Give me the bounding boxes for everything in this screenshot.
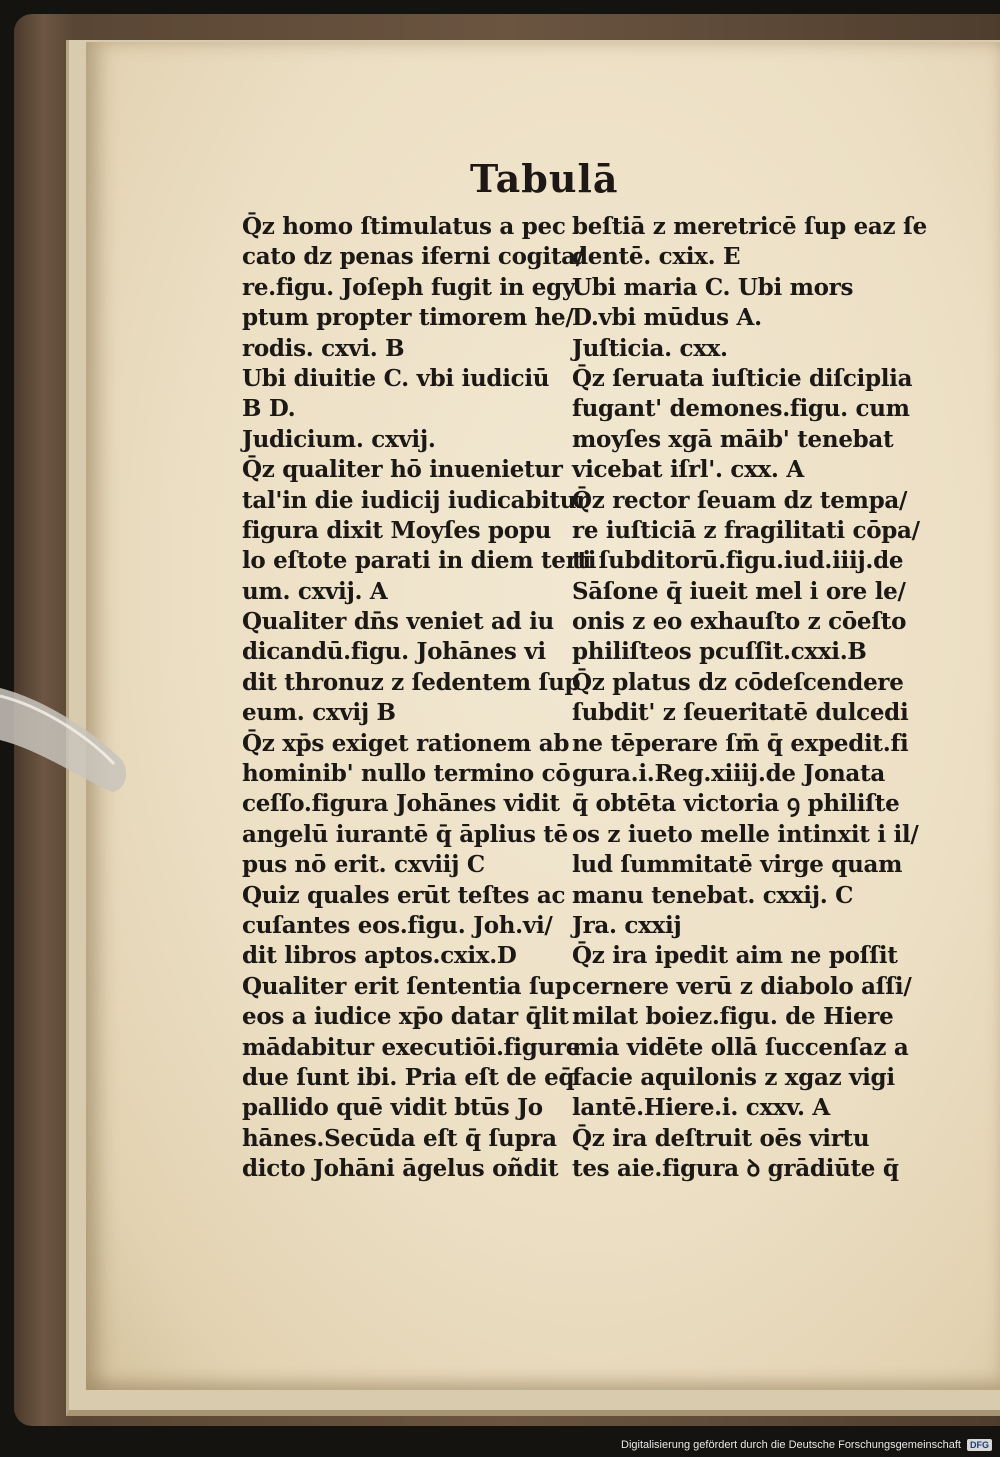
- text-line: tal'in die iudicij iudicabitur: [242, 486, 589, 514]
- text-line: beſtiā z meretricē ſup eaz ſe: [572, 213, 927, 240]
- text-line: ſubdit' z ſeueritatē dulcedi: [572, 699, 909, 727]
- text-line: Q̄z rector ſeuam dz tempa/: [572, 486, 908, 514]
- text-line: pallido quē vidit btūs Jo: [242, 1094, 543, 1122]
- text-line: dit thronuz z ſedentem ſup: [242, 668, 581, 696]
- text-line: due ſunt ibi. Pria eſt de eq̄: [242, 1063, 575, 1091]
- clip-strap: [0, 688, 132, 798]
- text-line: q̄ obtēta victoria ꝯ philiſte: [572, 790, 900, 818]
- text-line: ceſſo.figura Johānes vidit: [242, 790, 560, 818]
- text-line: cato dz penas iferni cogita/: [242, 243, 584, 271]
- text-line: um. cxvij. A: [242, 577, 388, 605]
- text-line: ne tēperare ſm̄ q̄ expedit.fi: [572, 729, 909, 757]
- text-line: Q̄z qualiter hō inuenietur: [242, 456, 563, 484]
- text-line: dicto Johāni āgelus oñdit: [242, 1155, 559, 1183]
- text-line: tes aie.figura ꝺ grādiūte q̄: [572, 1155, 899, 1183]
- text-line: mia vidēte ollā ſuccenſaz a: [572, 1033, 909, 1061]
- text-line: facie aquilonis z xgaz vigi: [572, 1063, 895, 1091]
- text-line: fugant' demones.figu. cum: [572, 395, 910, 423]
- text-line: onis z eo exhauſto z cōeſto: [572, 608, 907, 636]
- text-line: B D.: [242, 395, 296, 423]
- text-line: D.vbi mūdus A.: [572, 304, 762, 332]
- text-line: hominib' nullo termino cō: [242, 760, 571, 788]
- text-line: Qualiter erit ſententia ſup: [242, 972, 571, 1000]
- text-line: eum. cxvij B: [242, 699, 396, 727]
- page-header: Tabulā: [470, 156, 619, 201]
- text-line: vicebat iſrl'. cxx. A: [572, 456, 804, 484]
- footer-credit: [621, 1439, 992, 1451]
- text-line: Quiz quales erūt teſtes ac: [242, 881, 566, 909]
- footer-text: Digitalisierung gefördert durch die Deutsche Forschungsgemeinschaft: [621, 1439, 961, 1451]
- text-line: Q̄z ira deſtruit oēs virtu: [572, 1124, 870, 1152]
- text-line: Q̄z ira ipedit aim ne poſſit: [572, 942, 898, 970]
- text-line: philiſteos pcuſſit.cxxi.B: [572, 638, 867, 666]
- text-line: Qualiter dn̄s veniet ad iu: [242, 608, 554, 636]
- text-line: manu tenebat. cxxij. C: [572, 881, 854, 909]
- text-line: dit libros aptos.cxix.D: [242, 942, 517, 970]
- text-line: lo eſtote parati in diem terti: [242, 547, 597, 575]
- text-line: Ubi diuitie C. vbi iudiciū: [242, 364, 550, 392]
- text-line: Q̄z platus dz cōdeſcendere: [572, 668, 904, 696]
- text-line: cernere verū z diabolo aſſi/: [572, 972, 912, 1000]
- right-text-column: [572, 212, 927, 1185]
- text-line: re iuſticiā z fragilitati cōpa/: [572, 516, 920, 544]
- text-line: ti ſubditorū.figu.iud.iiij.de: [572, 547, 904, 575]
- text-line: figura dixit Moyſes popu: [242, 516, 552, 544]
- text-line: Q̄z ſeruata iuſticie diſciplia: [572, 364, 913, 392]
- text-line: lantē.Hiere.i. cxxv. A: [572, 1094, 830, 1122]
- text-line: moyſes xgā māib' tenebat: [572, 425, 894, 453]
- text-line: os z iueto melle intinxit i il/: [572, 820, 919, 848]
- text-line: rodis. cxvi. B: [242, 334, 405, 362]
- left-text-column: [242, 212, 597, 1185]
- text-line: ptum propter timorem he/: [242, 304, 574, 332]
- text-line: Jra. cxxij: [572, 911, 682, 939]
- text-line: Ubi maria C. Ubi mors: [572, 273, 854, 301]
- text-line: Q̄z xp̄s exiget rationem ab: [242, 729, 570, 757]
- text-line: mādabitur executiōi.figure: [242, 1033, 581, 1061]
- text-line: Sāſone q̄ iueit mel i ore le/: [572, 577, 906, 605]
- text-line: Judicium. cxvij.: [242, 425, 436, 453]
- text-line: cuſantes eos.figu. Joh.vi/: [242, 911, 553, 939]
- dfg-logo: DFG: [967, 1439, 992, 1451]
- text-line: eos a iudice xp̄o datar q̄lit: [242, 1003, 569, 1031]
- text-line: Q̄z homo ſtimulatus a pec: [242, 213, 566, 240]
- text-line: re.figu. Joſeph fugit in egy: [242, 273, 575, 301]
- text-line: Juſticia. cxx.: [572, 334, 728, 362]
- text-line: gura.i.Reg.xiiij.de Jonata: [572, 760, 885, 788]
- text-line: milat boiez.figu. de Hiere: [572, 1003, 894, 1031]
- text-line: angelū iurantē q̄ āplius tē: [242, 820, 568, 848]
- text-line: pus nō erit. cxviij C: [242, 851, 485, 879]
- text-line: dicandū.figu. Johānes vi: [242, 638, 546, 666]
- text-line: hānes.Secūda eſt q̄ ſupra: [242, 1124, 557, 1152]
- text-line: lud ſummitatē virge quam: [572, 851, 903, 879]
- text-line: dentē. cxix. E: [572, 243, 741, 271]
